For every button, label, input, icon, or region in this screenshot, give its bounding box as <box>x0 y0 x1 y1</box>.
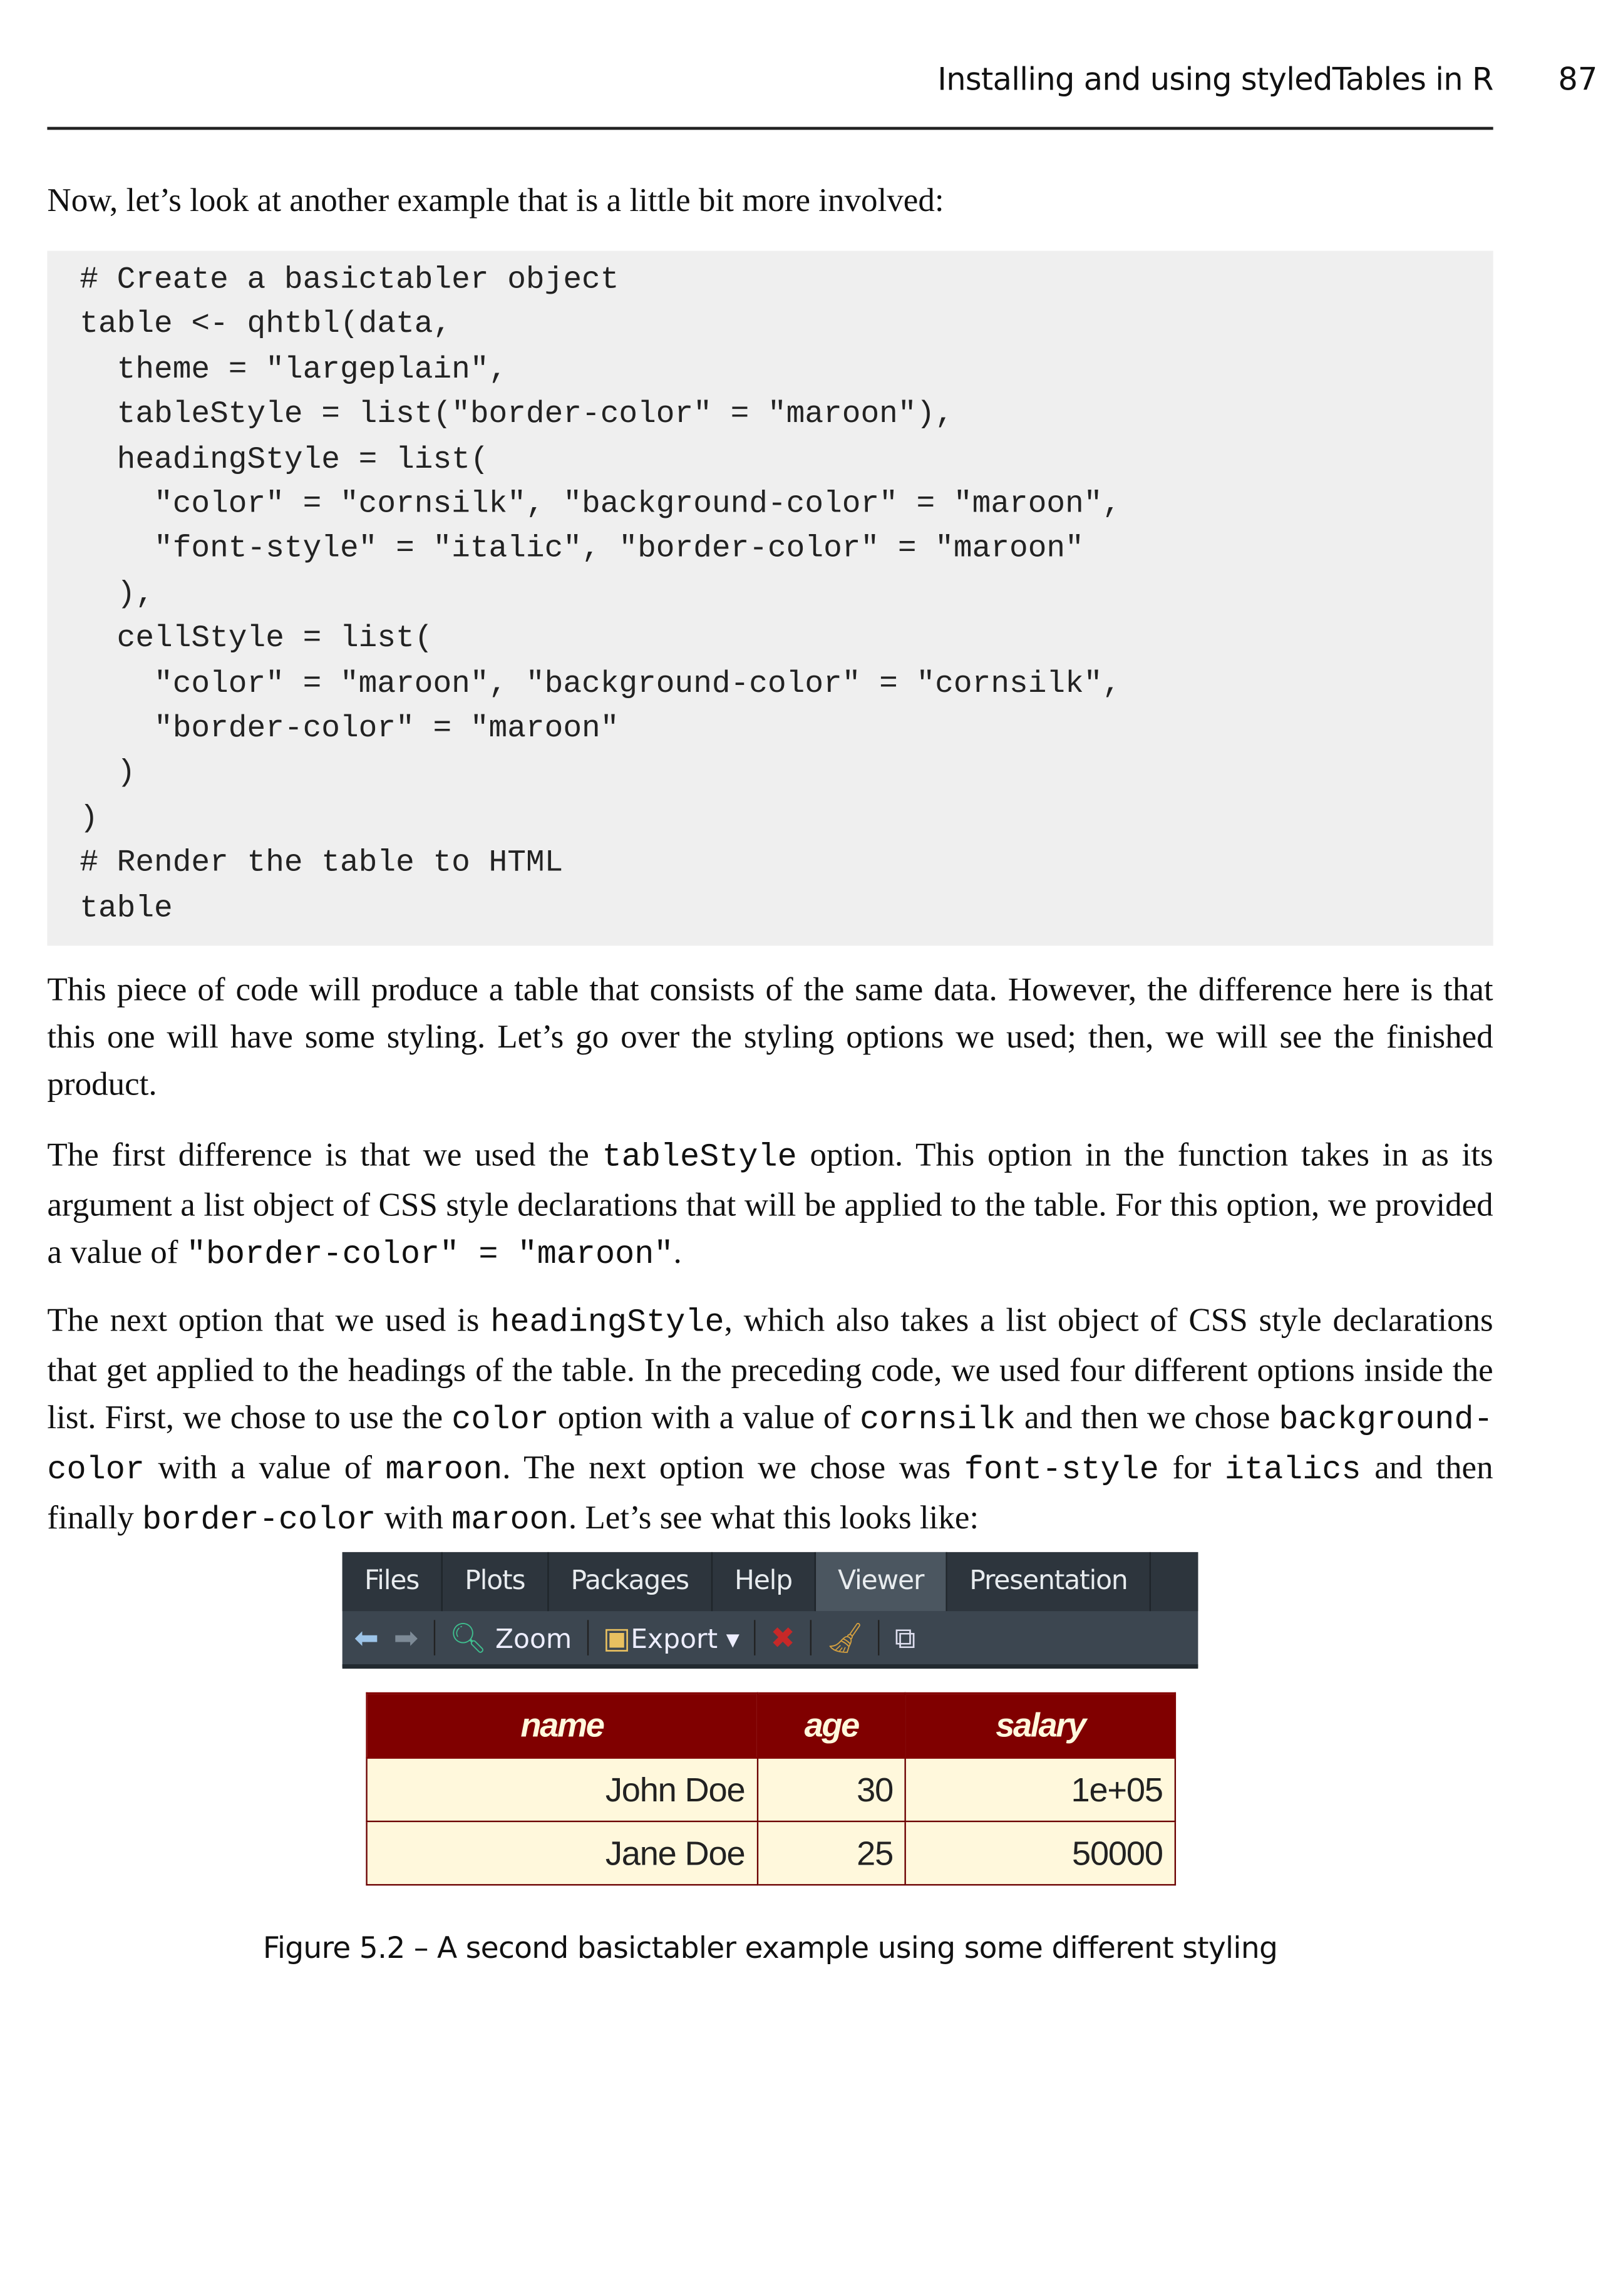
code-line: theme = "largeplain", <box>80 354 508 388</box>
toolbar-separator <box>433 1620 435 1655</box>
tab-help[interactable]: Help <box>713 1552 816 1611</box>
inline-code: color <box>451 1401 549 1439</box>
inline-code: italics <box>1224 1451 1361 1489</box>
pane-tabs <box>343 1552 1198 1611</box>
forward-arrow-icon[interactable]: ➡ <box>393 1620 419 1655</box>
toolbar-separator <box>878 1620 880 1655</box>
remove-viewer-icon[interactable]: ✖ <box>770 1620 795 1655</box>
code-line: ), <box>80 578 155 612</box>
text-run: . Let’s see what this looks like: <box>568 1499 979 1537</box>
code-line: "color" = "cornsilk", "background-color" = "maroon", <box>80 488 1121 523</box>
code-line: ) <box>80 802 98 837</box>
code-line: cellStyle = list( <box>80 622 433 657</box>
chevron-down-icon: ▾ <box>726 1624 739 1655</box>
intro-paragraph: Now, let’s look at another example that is a little bit more involved: <box>47 181 944 219</box>
text-run: with <box>376 1499 452 1537</box>
code-block <box>47 251 1493 946</box>
rstudio-viewer-pane <box>343 1552 1198 1667</box>
cell-age: 30 <box>757 1758 905 1821</box>
tab-presentation[interactable]: Presentation <box>947 1552 1151 1611</box>
text-run: The next option that we used is <box>47 1301 491 1339</box>
toolbar-separator <box>810 1620 811 1655</box>
table-header-row <box>367 1693 1175 1758</box>
text-run: and then we chose <box>1016 1398 1279 1436</box>
cell-age: 25 <box>757 1821 905 1885</box>
code-line: "color" = "maroon", "background-color" = "cornsilk", <box>80 667 1121 702</box>
export-image-icon: ▣ <box>602 1620 631 1655</box>
text-run: . <box>673 1233 682 1270</box>
back-arrow-icon[interactable]: ⬅ <box>354 1620 379 1655</box>
inline-code: maroon <box>451 1501 569 1539</box>
export-label: Export <box>631 1624 718 1655</box>
inline-code: border-color <box>142 1501 376 1539</box>
tab-files[interactable]: Files <box>343 1552 443 1611</box>
code-line: headingStyle = list( <box>80 443 489 478</box>
code-line: table <- qhtbl(data, <box>80 309 452 343</box>
inline-code: cornsilk <box>860 1401 1016 1439</box>
show-in-window-icon[interactable]: ⧉ <box>894 1620 916 1655</box>
paragraph-3 <box>47 1297 1493 1545</box>
text-run: with a value of <box>144 1448 386 1486</box>
header-salary: salary <box>905 1693 1175 1758</box>
inline-code: background-color <box>47 1401 1493 1489</box>
inline-code: maroon <box>385 1451 503 1489</box>
inline-code: font-style <box>964 1451 1159 1489</box>
paragraph-2 <box>47 1131 1493 1279</box>
inline-code: headingStyle <box>490 1304 724 1341</box>
running-header: Installing and using styledTables in R <box>937 61 1493 98</box>
table-row <box>367 1821 1175 1885</box>
code-line: # Render the table to HTML <box>80 847 564 882</box>
page-number: 87 <box>1558 61 1598 98</box>
export-button[interactable] <box>603 1620 739 1655</box>
tab-viewer[interactable]: Viewer <box>816 1552 947 1611</box>
code-line: tableStyle = list("border-color" = "maroon"), <box>80 398 954 433</box>
zoom-button[interactable] <box>450 1620 572 1655</box>
magnifier-icon: 🔍︎ <box>449 1620 487 1655</box>
cell-salary: 1e+05 <box>905 1758 1175 1821</box>
toolbar-separator <box>754 1620 755 1655</box>
code-line: "border-color" = "maroon" <box>80 713 619 747</box>
code-line: # Create a basictabler object <box>80 264 619 298</box>
text-run: for <box>1158 1448 1225 1486</box>
inline-code: tableStyle <box>602 1139 797 1176</box>
text-run: option with a value of <box>549 1398 860 1436</box>
table-row <box>367 1758 1175 1821</box>
broom-icon[interactable]: 🧹︎ <box>826 1620 864 1655</box>
code-line: table <box>80 892 173 927</box>
styled-table <box>366 1692 1176 1886</box>
text-run: and then finally <box>47 1448 1493 1537</box>
figure-caption: Figure 5.2 – A second basictabler example using some different styling <box>262 1930 1278 1965</box>
header-rule <box>47 127 1493 130</box>
cell-name: John Doe <box>367 1758 758 1821</box>
header-age: age <box>757 1693 905 1758</box>
cell-name: Jane Doe <box>367 1821 758 1885</box>
cell-salary: 50000 <box>905 1821 1175 1885</box>
text-run: The first difference is that we used the <box>47 1136 602 1173</box>
code-line: "font-style" = "italic", "border-color" = "maroon" <box>80 533 1084 567</box>
paragraph-1: This piece of code will produce a table that consists of the same data. However, the difference here is that this one will have some styling. Let’s go over the styling options we used; then, we will see the finished product. <box>47 970 1493 1103</box>
header-name: name <box>367 1693 758 1758</box>
inline-code: "border-color" = "maroon" <box>186 1236 674 1274</box>
tab-packages[interactable]: Packages <box>549 1552 713 1611</box>
text-run: option. This option in the function takes in as its argument a list object of CSS style declarations that will be applied to the table. For this option, we provided a value of <box>47 1136 1493 1270</box>
viewer-toolbar <box>343 1611 1198 1669</box>
zoom-label: Zoom <box>495 1624 572 1655</box>
text-run: . The next option we chose was <box>502 1448 964 1486</box>
tab-plots[interactable]: Plots <box>443 1552 549 1611</box>
code-line: ) <box>80 757 136 792</box>
toolbar-separator <box>587 1620 588 1655</box>
text-run: , which also takes a list object of CSS style declarations that get applied to the headings of the table. In the preceding code, we used four different options inside the list. First, we chose to use the <box>47 1301 1493 1436</box>
